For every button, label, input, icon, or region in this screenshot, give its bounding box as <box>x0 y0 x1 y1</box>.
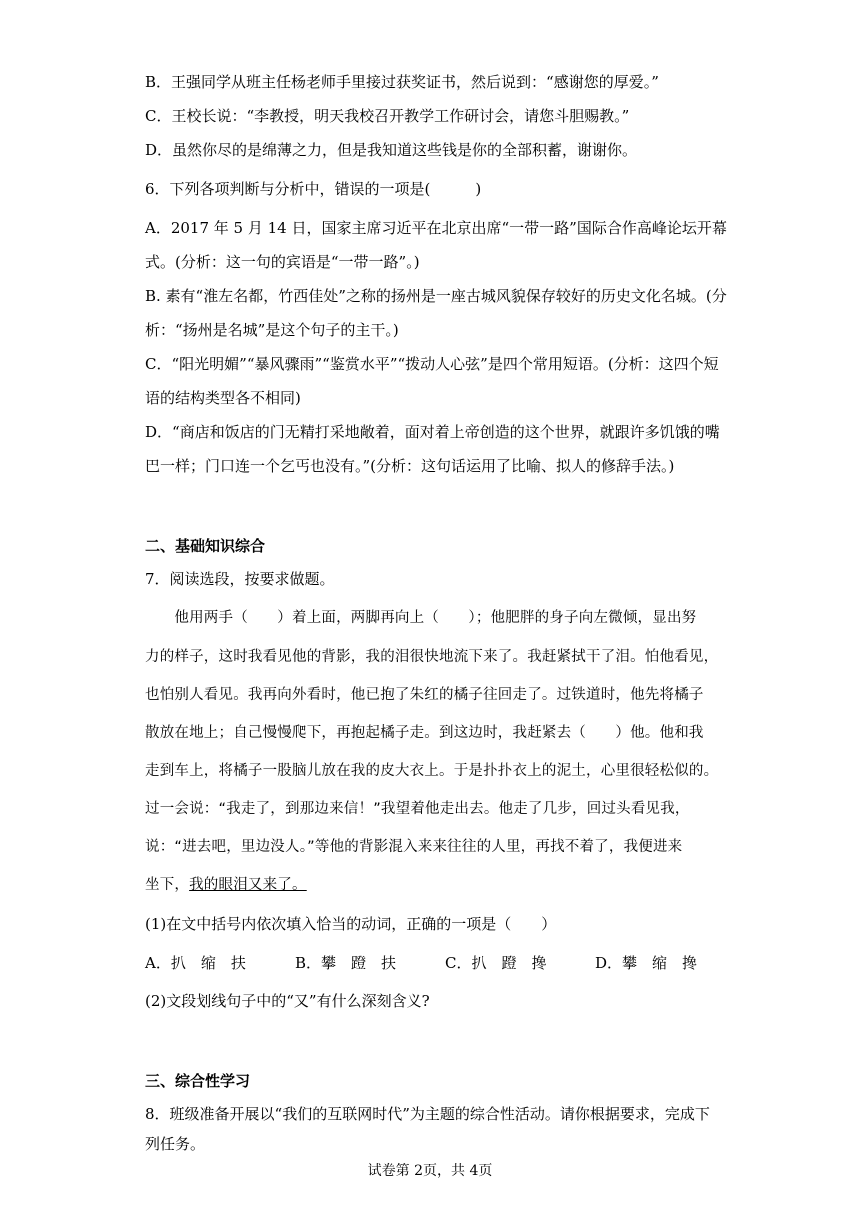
q7-sub1-option-a: A．扒 缩 扶 <box>145 954 246 972</box>
passage-line-4: 散放在地上；自己慢慢爬下，再抱起橘子走。到这边时，我赶紧去（ ）他。他和我 <box>145 725 704 741</box>
q8-stem-line1: 8．班级准备开展以“我们的互联网时代”为主题的综合性活动。请你根据要求，完成下 <box>145 1105 710 1123</box>
passage-line-3: 也怕别人看见。我再向外看时，他已抱了朱红的橘子往回走了。过铁道时，他先将橘子 <box>145 687 704 703</box>
q7-stem: 7．阅读选段，按要求做题。 <box>145 570 335 588</box>
q6-option-c-line2: 语的结构类型各不相同) <box>145 389 301 407</box>
q5-option-b: B．王强同学从班主任杨老师手里接过获奖证书，然后说到：“感谢您的厚爱。” <box>145 73 659 91</box>
underlined-sentence: 我的眼泪又来了。 <box>189 877 307 893</box>
q6-option-a-line1: A．2017 年 5 月 14 日，国家主席习近平在北京出席“一带一路”国际合作高峰论坛开幕 <box>145 219 727 237</box>
q6-option-d-line2: 巴一样；门口连一个乞丐也没有。”(分析：这句话运用了比喻、拟人的修辞手法。) <box>145 457 675 475</box>
passage-line-7: 说：“进去吧，里边没人。”等他的背影混入来来往往的人里，再找不着了，我便进来 <box>145 839 683 855</box>
q6-option-b-line2: 析：“扬州是名城”是这个句子的主干。) <box>145 321 399 339</box>
q6-option-a-line2: 式。(分析：这一句的宾语是“一带一路”。) <box>145 253 420 271</box>
passage-line-5: 走到车上，将橘子一股脑儿放在我的皮大衣上。于是扑扑衣上的泥土，心里很轻松似的。 <box>145 763 719 779</box>
q6-option-b-line1: B. 素有“淮左名都，竹西佳处”之称的扬州是一座古城风貌保存较好的历史文化名城。(分 <box>145 287 727 305</box>
section-2-title: 二、基础知识综合 <box>145 537 266 555</box>
q7-sub1-option-c: C．扒 蹬 搀 <box>445 954 547 972</box>
q7-sub1: (1)在文中括号内依次填入恰当的动词，正确的一项是（ ） <box>145 915 557 933</box>
q6-option-d-line1: D．“商店和饭店的门无精打采地敞着，面对着上帝创造的这个世界，就跟许多饥饿的嘴 <box>145 423 720 441</box>
q6-stem: 6．下列各项判断与分析中，错误的一项是( ) <box>145 180 482 198</box>
q5-option-c: C．王校长说：“李教授，明天我校召开教学工作研讨会，请您斗胆赐教。” <box>145 107 630 125</box>
q7-sub1-option-b: B．攀 蹬 扶 <box>295 954 397 972</box>
passage-line-6: 过一会说：“我走了，到那边来信！”我望着他走出去。他走了几步，回过头看见我， <box>145 801 690 817</box>
section-3-title: 三、综合性学习 <box>145 1072 251 1090</box>
q5-option-d: D．虽然你尽的是绵薄之力，但是我知道这些钱是你的全部积蓄，谢谢你。 <box>145 141 638 159</box>
passage-line-8 <box>145 875 725 895</box>
q8-stem-line2: 列任务。 <box>145 1135 206 1153</box>
q7-sub1-options <box>145 953 725 973</box>
page-footer: 试卷第 2页，共 4页 <box>367 1163 493 1179</box>
passage-line-2: 力的样子，这时我看见他的背影，我的泪很快地流下来了。我赶紧拭干了泪。怕他看见， <box>145 649 719 665</box>
q7-sub2: (2)文段划线句子中的“又”有什么深刻含义? <box>145 992 430 1010</box>
q7-sub1-option-d: D．攀 缩 搀 <box>595 954 698 972</box>
q6-option-c-line1: C．“阳光明媚”“暴风骤雨”“鉴赏水平”“拨动人心弦”是四个常用短语。(分析：这四个短 <box>145 355 719 373</box>
passage-line-1: 他用两手（ ）着上面，两脚再向上（ ）；他肥胖的身子向左微倾，显出努 <box>145 610 697 626</box>
passage-last-prefix: 坐下， <box>145 877 190 893</box>
